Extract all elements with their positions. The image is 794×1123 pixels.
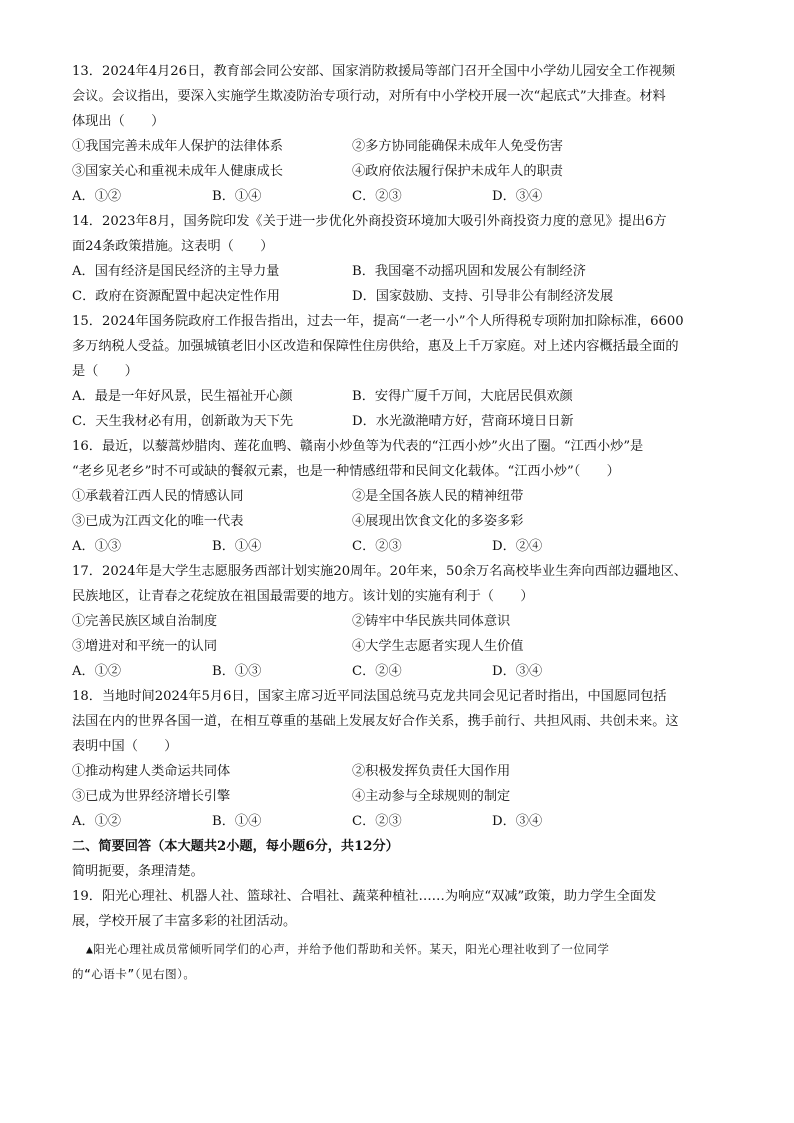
q19-note-line-1: ▲阳光心理社成员常倾听同学们的心声，并给予他们帮助和关怀。某天，阳光心理社收到了一位同学 <box>86 942 610 956</box>
q16-option-b: B．①④ <box>212 539 262 554</box>
q18-statement-3: ③已成为世界经济增长引擎 <box>72 789 231 804</box>
q19-note-line-2: 的“心语卡”（见右图）。 <box>72 967 196 981</box>
q14-option-b: B．我国毫不动摇巩固和发展公有制经济 <box>352 264 586 279</box>
q14-line-2: 面24条政策措施。这表明（ ） <box>72 239 274 254</box>
q18-statement-2: ②积极发挥负责任大国作用 <box>352 764 511 779</box>
q13-option-d: D．③④ <box>492 189 543 204</box>
q19-line-1: 19．阳光心理社、机器人社、篮球社、合唱社、蔬菜种植社……为响应“双减”政策，助力学生全面发 <box>72 889 657 904</box>
q16-statement-3: ③已成为江西文化的唯一代表 <box>72 514 244 529</box>
q17-statement-1: ①完善民族区域自治制度 <box>72 614 218 629</box>
q18-option-b: B．①④ <box>212 814 262 829</box>
q16-statement-4: ④展现出饮食文化的多姿多彩 <box>352 514 524 529</box>
q15-option-d: D．水光潋滟晴方好，营商环境日日新 <box>352 414 574 429</box>
q13-line-2: 会议。会议指出，要深入实施学生欺凌防治专项行动，对所有中小学校开展一次“起底式”大排查。材料 <box>72 89 666 104</box>
q13-option-c: C．②③ <box>352 189 402 204</box>
q18-option-a: A．①② <box>72 814 122 829</box>
q17-option-a: A．①② <box>72 664 122 679</box>
q17-option-b: B．①③ <box>212 664 262 679</box>
q17-option-d: D．③④ <box>492 664 543 679</box>
q17-option-c: C．②④ <box>352 664 402 679</box>
q15-option-a: A．最是一年好风景，民生福祉开心颜 <box>72 389 293 404</box>
q18-line-2: 法国在内的世界各国一道，在相互尊重的基础上发展友好合作关系，携手前行、共担风雨、共创未来。这 <box>72 714 679 729</box>
q14-line-1: 14．2023年8月，国务院印发《关于进一步优化外商投资环境加大吸引外商投资力度的意见》提出6方 <box>72 214 667 229</box>
q13-statement-2: ②多方协同能确保未成年人免受伤害 <box>352 139 563 154</box>
q13-line-1: 13．2024年4月26日，教育部会同公安部、国家消防救援局等部门召开全国中小学幼儿园安全工作视频 <box>72 64 676 79</box>
q16-line-2: “老乡见老乡”时不可或缺的餐叙元素，也是一种情感纽带和民间文化载体。“江西小炒”（ ） <box>72 464 620 479</box>
q18-option-d: D．③④ <box>492 814 543 829</box>
q17-statement-3: ③增进对和平统一的认同 <box>72 639 218 654</box>
q16-option-d: D．②④ <box>492 539 543 554</box>
section-instruction: 简明扼要，条理清楚。 <box>72 864 204 879</box>
q16-option-c: C．②③ <box>352 539 402 554</box>
q13-statement-4: ④政府依法履行保护未成年人的职责 <box>352 164 563 179</box>
q17-statement-4: ④大学生志愿者实现人生价值 <box>352 639 524 654</box>
q14-option-c: C．政府在资源配置中起决定性作用 <box>72 289 280 304</box>
q16-option-a: A．①③ <box>72 539 122 554</box>
q13-line-3: 体现出（ ） <box>72 114 165 129</box>
q16-statement-2: ②是全国各族人民的精神纽带 <box>352 489 524 504</box>
q18-line-1: 18．当地时间2024年5月6日，国家主席习近平同法国总统马克龙共同会见记者时指出，中国愿同包括 <box>72 689 667 704</box>
q13-statement-1: ①我国完善未成年人保护的法律体系 <box>72 139 283 154</box>
q16-statement-1: ①承载着江西人民的情感认同 <box>72 489 244 504</box>
q17-line-2: 民族地区，让青春之花绽放在祖国最需要的地方。该计划的实施有利于（ ） <box>72 589 534 604</box>
q17-line-1: 17．2024年是大学生志愿服务西部计划实施20周年。20年来，50余万名高校毕业生奔向西部边疆地区、 <box>72 564 687 579</box>
q14-option-a: A．国有经济是国民经济的主导力量 <box>72 264 280 279</box>
q18-option-c: C．②③ <box>352 814 402 829</box>
q18-statement-1: ①推动构建人类命运共同体 <box>72 764 231 779</box>
section-heading: 二、简要回答（本大题共2小题，每小题6分，共12分） <box>72 839 399 854</box>
q15-line-3: 是（ ） <box>72 364 138 379</box>
q15-option-c: C．天生我材必有用，创新敢为天下先 <box>72 414 294 429</box>
q17-statement-2: ②铸牢中华民族共同体意识 <box>352 614 511 629</box>
q14-option-d: D．国家鼓励、支持、引导非公有制经济发展 <box>352 289 614 304</box>
q13-option-a: A．①② <box>72 189 122 204</box>
q13-option-b: B．①④ <box>212 189 262 204</box>
q15-option-b: B．安得广厦千万间，大庇居民俱欢颜 <box>352 389 573 404</box>
q18-statement-4: ④主动参与全球规则的制定 <box>352 789 511 804</box>
q13-statement-3: ③国家关心和重视未成年人健康成长 <box>72 164 283 179</box>
q18-line-3: 表明中国（ ） <box>72 739 178 754</box>
q15-line-1: 15．2024年国务院政府工作报告指出，过去一年，提高“一老一小”个人所得税专项附加扣除标准，6600 <box>72 314 684 329</box>
q15-line-2: 多万纳税人受益。加强城镇老旧小区改造和保障性住房供给，惠及上千万家庭。对上述内容概括最全面的 <box>72 339 679 354</box>
q16-line-1: 16．最近，以藜蒿炒腊肉、莲花血鸭、赣南小炒鱼等为代表的“江西小炒”火出了圈。“江西小炒”是 <box>72 439 644 454</box>
q19-line-2: 展，学校开展了丰富多彩的社团活动。 <box>72 914 297 929</box>
